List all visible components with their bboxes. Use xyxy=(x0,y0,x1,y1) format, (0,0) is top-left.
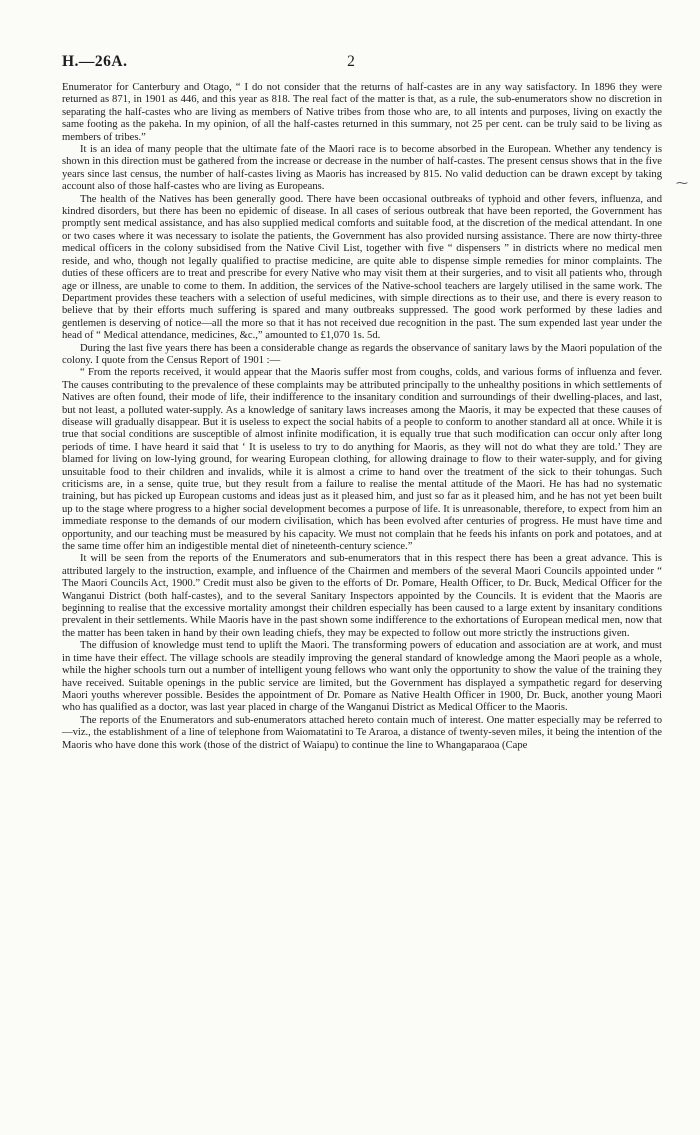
paragraph-census-quote: “ From the reports received, it would appear that the Maoris suffer most from coughs, colds, and various forms of influenza and fever. The causes contributing to the prevalence of these complaints may be attributed principally to the unhealthy positions in which settlements of Natives are often found, their mode of life, their indifference to the insanitary condition and surroundings of their dwelling-places, and last, but not least, a polluted water-supply. As a knowledge of sanitary laws increases among the Maoris, it may be expected that these causes of disease will gradually disappear. But it is useless to expect the social habits of a people to conform to another standard all at once. While it is true that social conditions are susceptible of almost infinite modification, it is equally true that such modification can occur only after long periods of time. I have heard it said that ‘ It is useless to try to do anything for Maoris, as they will not do what they are told.’ They are blamed for living on low-lying ground, for wearing European clothing, for allowing drainage to flow to their water-supply, and for giving unsuitable food to their children and invalids, while it is almost a crime to hand over the treatment of the sick to their tohungas. Such criticisms are, in a sense, quite true, but they result from a failure to realise the mental attitude of the Maori. He has had no systematic training, but has picked up European customs and ideas just as it pleased him, and just so far as it pleased him, and he has not yet been built up to the stage where progress to a higher social development becomes a purpose of life. It is unreasonable, therefore, to expect from him an immediate response to the demands of our modern civilisation, which has been evolved after centuries of progress. He must have time and opportunity, and our teaching must be measured by his capacity. We must not complain that he feeds his infants on pork and potatoes, and at the same time offer him an indigestible mental diet of nineteenth-century science.” xyxy=(62,367,662,553)
paragraph-knowledge: The diffusion of knowledge must tend to uplift the Maori. The transforming powers of education and association are at work, and must in time have their effect. The village schools are steadily improving the general standard of knowledge among the Maori people as a whole, while the higher schools turn out a number of intelligent young fellows who want only the opportunity to show the value of the training they have received. Suitable openings in the public service are limited, but the Government has displayed a sympathetic regard for deserving Maori youths wherever possible. Besides the appointment of Dr. Pomare as Native Health Officer in 1900, Dr. Buck, another young Maori who has qualified as a doctor, was last year placed in charge of the Wanganui District as Medical Officer to the Maoris. xyxy=(62,640,662,714)
page-number: 2 xyxy=(347,53,355,70)
document-reference: H.—26A. xyxy=(62,53,128,70)
paragraph-advance: It will be seen from the reports of the Enumerators and sub-enumerators that in this respect there has been a great advance. This is attributed largely to the instruction, example, and influence of the Chairmen and members of the several Maori Councils appointed under “ The Maori Councils Act, 1900.” Credit must also be given to the efforts of Dr. Pomare, Health Officer, to Dr. Buck, Medical Officer for the Wanganui District (both half-castes), and to the several Sanitary Inspectors appointed by the Councils. It is evident that the Maoris are beginning to realise that the excessive mortality amongst their children especially has been caused to a large extent by insanitary conditions prevalent in their settlements. While Maoris have in the past shown some indifference to the exhortations of European medical men, now that the matter has been taken in hand by their own leading chiefs, they may be expected to follow out more strictly the instructions given. xyxy=(62,553,662,639)
paragraph-telephone: The reports of the Enumerators and sub-enumerators attached hereto contain much of interest. One matter especially may be referred to—viz., the establishment of a line of telephone from Waiomatatini to Te Araroa, a distance of twenty-seven miles, it being the intention of the Maoris who have done this work (those of the district of Waiapu) to continue the line to Whangaparaoa (Cape xyxy=(62,714,662,751)
paragraph-half-caste-returns: Enumerator for Canterbury and Otago, “ I do not consider that the returns of half-castes are in any way satisfactory. In 1896 they were returned as 871, in 1901 as 446, and this year as 818. The real fact of the matter is that, as a rule, the sub-enumerators show no discretion in separating the half-castes who are living as members of Native tribes from those who are, to all intents and purposes, living on exactly the same footing as the pakeha. In my opinion, of all the half-castes returned in this summary, not 25 per cent. can be truly said to be living as members of tribes.” xyxy=(62,82,662,143)
paragraph-health: The health of the Natives has been generally good. There have been occasional outbreaks of typhoid and other fevers, influenza, and kindred disorders, but there has been no epidemic of disease. In all cases of serious outbreak that have been reported, the Government has promptly sent medical assistance, and has also supplied medical comforts and suitable food, at the discretion of the medical attendant. In one or two cases where it was necessary to isolate the patients, the Government has also provided nursing assistance. There are now thirty-three medical officers in the colony subsidised from the Native Civil List, together with five “ dispensers ” in districts where no medical men reside, and who, though not legally qualified to practise medicine, are quite able to dispense simple remedies for minor complaints. The duties of these officers are to treat and prescribe for every Native who may visit them at their surgeries, and to visit all patients who, through age or illness, are unable to come to them. In addition, the services of the Native-school teachers are largely utilised in the same work. The Department provides these teachers with a selection of useful medicines, with simple directions as to their use, and there is every reason to believe that by their efforts much suffering is spared and many outbreaks suppressed. The good work performed by these ladies and gentlemen is deserving of notice—all the more so that it has not received due recognition in the past. The sum expended last year under the head of “ Medical attendance, medicines, &c.,” amounted to £1,070 1s. 5d. xyxy=(62,193,662,342)
margin-tick-mark: ⁓ xyxy=(676,176,688,190)
page-header xyxy=(62,53,640,75)
paragraph-absorption: It is an idea of many people that the ultimate fate of the Maori race is to become absorbed in the European. Whether any tendency is shown in this direction must be gathered from the increase or decrease in the number of half-castes. The present census shows that in the five years since last census, the number of half-castes living as Maoris has increased by 815. No valid deduction can be drawn except by taking account also of those half-castes who are living as Europeans. xyxy=(62,144,662,193)
body-text xyxy=(62,82,662,752)
paragraph-sanitary-laws: During the last five years there has been a considerable change as regards the observance of sanitary laws by the Maori population of the colony. I quote from the Census Report of 1901 :— xyxy=(62,342,662,366)
